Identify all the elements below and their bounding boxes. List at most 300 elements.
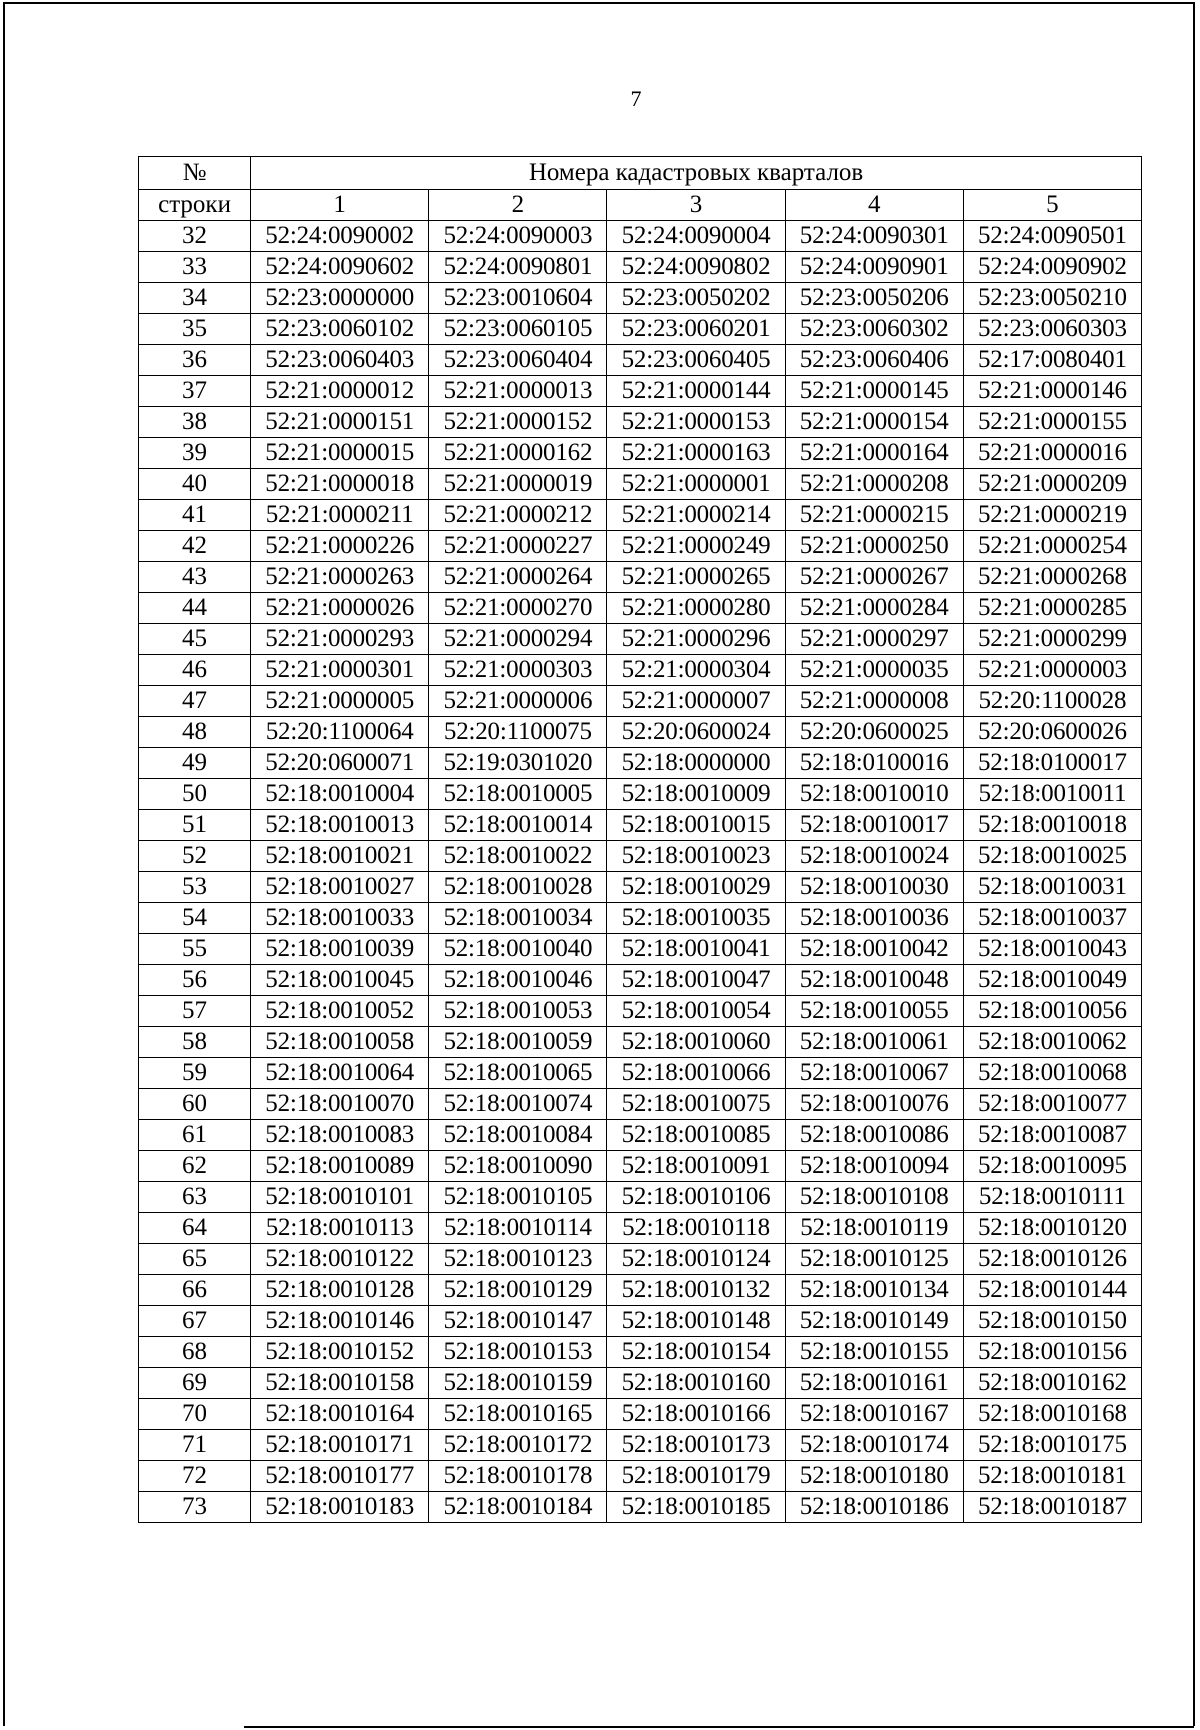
table-row xyxy=(139,562,1142,593)
row-number: 51 xyxy=(139,810,251,841)
cadastral-number-cell: 52:18:0010042 xyxy=(785,934,963,965)
cadastral-number-cell: 52:18:0010164 xyxy=(251,1399,429,1430)
cadastral-number-cell: 52:23:0060302 xyxy=(785,314,963,345)
row-number: 72 xyxy=(139,1461,251,1492)
cadastral-number-cell: 52:21:0000144 xyxy=(607,376,785,407)
cadastral-number-cell: 52:21:0000005 xyxy=(251,686,429,717)
row-number: 61 xyxy=(139,1120,251,1151)
cadastral-number-cell: 52:24:0090802 xyxy=(607,252,785,283)
cadastral-number-cell: 52:18:0010147 xyxy=(429,1306,607,1337)
cadastral-number-cell: 52:18:0010177 xyxy=(251,1461,429,1492)
cadastral-number-cell: 52:21:0000155 xyxy=(963,407,1141,438)
cadastral-number-cell: 52:18:0010128 xyxy=(251,1275,429,1306)
cadastral-number-cell: 52:19:0301020 xyxy=(429,748,607,779)
row-number: 54 xyxy=(139,903,251,934)
column-header: 4 xyxy=(785,190,963,221)
row-number: 49 xyxy=(139,748,251,779)
cadastral-number-cell: 52:18:0010039 xyxy=(251,934,429,965)
table-row xyxy=(139,934,1142,965)
cadastral-number-cell: 52:18:0010168 xyxy=(963,1399,1141,1430)
header-group-title: Номера кадастровых кварталов xyxy=(251,157,1142,190)
table-row xyxy=(139,376,1142,407)
cadastral-number-cell: 52:18:0010053 xyxy=(429,996,607,1027)
cadastral-number-cell: 52:21:0000214 xyxy=(607,500,785,531)
cadastral-number-cell: 52:18:0010122 xyxy=(251,1244,429,1275)
cadastral-number-cell: 52:24:0090301 xyxy=(785,221,963,252)
table-row xyxy=(139,1058,1142,1089)
cadastral-number-cell: 52:18:0010074 xyxy=(429,1089,607,1120)
cadastral-number-cell: 52:18:0010174 xyxy=(785,1430,963,1461)
cadastral-number-cell: 52:18:0010076 xyxy=(785,1089,963,1120)
cadastral-quarters-table xyxy=(138,156,1142,1523)
cadastral-number-cell: 52:18:0010009 xyxy=(607,779,785,810)
table-row xyxy=(139,717,1142,748)
row-number: 57 xyxy=(139,996,251,1027)
cadastral-number-cell: 52:18:0010181 xyxy=(963,1461,1141,1492)
cadastral-number-cell: 52:18:0010183 xyxy=(251,1492,429,1523)
cadastral-number-cell: 52:21:0000270 xyxy=(429,593,607,624)
cadastral-number-cell: 52:18:0010013 xyxy=(251,810,429,841)
cadastral-number-cell: 52:18:0010027 xyxy=(251,872,429,903)
cadastral-number-cell: 52:18:0010187 xyxy=(963,1492,1141,1523)
cadastral-number-cell: 52:18:0010040 xyxy=(429,934,607,965)
cadastral-number-cell: 52:21:0000164 xyxy=(785,438,963,469)
cadastral-number-cell: 52:21:0000145 xyxy=(785,376,963,407)
cadastral-number-cell: 52:18:0010167 xyxy=(785,1399,963,1430)
cadastral-number-cell: 52:18:0010125 xyxy=(785,1244,963,1275)
cadastral-number-cell: 52:23:0060406 xyxy=(785,345,963,376)
table-row xyxy=(139,314,1142,345)
cadastral-number-cell: 52:21:0000226 xyxy=(251,531,429,562)
cadastral-number-cell: 52:21:0000209 xyxy=(963,469,1141,500)
cadastral-number-cell: 52:18:0010089 xyxy=(251,1151,429,1182)
cadastral-number-cell: 52:18:0010106 xyxy=(607,1182,785,1213)
cadastral-number-cell: 52:18:0000000 xyxy=(607,748,785,779)
cadastral-number-cell: 52:18:0010132 xyxy=(607,1275,785,1306)
cadastral-number-cell: 52:18:0010075 xyxy=(607,1089,785,1120)
cadastral-number-cell: 52:18:0010161 xyxy=(785,1368,963,1399)
cadastral-number-cell: 52:18:0010101 xyxy=(251,1182,429,1213)
cadastral-number-cell: 52:18:0010067 xyxy=(785,1058,963,1089)
cadastral-number-cell: 52:18:0100017 xyxy=(963,748,1141,779)
cadastral-number-cell: 52:18:0010083 xyxy=(251,1120,429,1151)
cadastral-number-cell: 52:18:0010124 xyxy=(607,1244,785,1275)
cadastral-number-cell: 52:18:0010180 xyxy=(785,1461,963,1492)
cadastral-number-cell: 52:23:0060404 xyxy=(429,345,607,376)
cadastral-number-cell: 52:18:0010156 xyxy=(963,1337,1141,1368)
page-number: 7 xyxy=(630,86,642,111)
cadastral-number-cell: 52:18:0010066 xyxy=(607,1058,785,1089)
header-row-columns xyxy=(139,190,1142,221)
row-number: 56 xyxy=(139,965,251,996)
table-row xyxy=(139,903,1142,934)
cadastral-number-cell: 52:18:0010084 xyxy=(429,1120,607,1151)
row-number: 39 xyxy=(139,438,251,469)
cadastral-number-cell: 52:24:0090501 xyxy=(963,221,1141,252)
table-row xyxy=(139,1461,1142,1492)
cadastral-number-cell: 52:24:0090003 xyxy=(429,221,607,252)
cadastral-number-cell: 52:18:0010059 xyxy=(429,1027,607,1058)
row-number: 48 xyxy=(139,717,251,748)
cadastral-number-cell: 52:21:0000163 xyxy=(607,438,785,469)
cadastral-number-cell: 52:18:0010146 xyxy=(251,1306,429,1337)
cadastral-number-cell: 52:18:0010028 xyxy=(429,872,607,903)
cadastral-number-cell: 52:18:0010150 xyxy=(963,1306,1141,1337)
cadastral-number-cell: 52:18:0010065 xyxy=(429,1058,607,1089)
cadastral-number-cell: 52:18:0010033 xyxy=(251,903,429,934)
cadastral-number-cell: 52:23:0060405 xyxy=(607,345,785,376)
cadastral-number-cell: 52:18:0010152 xyxy=(251,1337,429,1368)
cadastral-number-cell: 52:18:0010113 xyxy=(251,1213,429,1244)
cadastral-number-cell: 52:18:0100016 xyxy=(785,748,963,779)
cadastral-number-cell: 52:18:0010054 xyxy=(607,996,785,1027)
cadastral-number-cell: 52:21:0000013 xyxy=(429,376,607,407)
cadastral-number-cell: 52:20:0600026 xyxy=(963,717,1141,748)
cadastral-number-cell: 52:18:0010068 xyxy=(963,1058,1141,1089)
cadastral-number-cell: 52:23:0050206 xyxy=(785,283,963,314)
cadastral-number-cell: 52:23:0060303 xyxy=(963,314,1141,345)
cadastral-number-cell: 52:21:0000012 xyxy=(251,376,429,407)
row-number: 66 xyxy=(139,1275,251,1306)
table-row xyxy=(139,500,1142,531)
row-number: 69 xyxy=(139,1368,251,1399)
cadastral-number-cell: 52:18:0010058 xyxy=(251,1027,429,1058)
cadastral-number-cell: 52:21:0000299 xyxy=(963,624,1141,655)
cadastral-number-cell: 52:21:0000284 xyxy=(785,593,963,624)
table-row xyxy=(139,1337,1142,1368)
table-row xyxy=(139,1306,1142,1337)
row-number: 62 xyxy=(139,1151,251,1182)
row-number: 38 xyxy=(139,407,251,438)
cadastral-number-cell: 52:21:0000035 xyxy=(785,655,963,686)
cadastral-number-cell: 52:18:0010091 xyxy=(607,1151,785,1182)
cadastral-number-cell: 52:23:0050202 xyxy=(607,283,785,314)
cadastral-number-cell: 52:18:0010126 xyxy=(963,1244,1141,1275)
cadastral-number-cell: 52:18:0010149 xyxy=(785,1306,963,1337)
cadastral-number-cell: 52:18:0010056 xyxy=(963,996,1141,1027)
cadastral-number-cell: 52:18:0010011 xyxy=(963,779,1141,810)
cadastral-number-cell: 52:23:0060403 xyxy=(251,345,429,376)
cadastral-number-cell: 52:18:0010055 xyxy=(785,996,963,1027)
cadastral-number-cell: 52:18:0010037 xyxy=(963,903,1141,934)
row-number: 32 xyxy=(139,221,251,252)
row-number: 67 xyxy=(139,1306,251,1337)
cadastral-number-cell: 52:21:0000227 xyxy=(429,531,607,562)
row-number: 40 xyxy=(139,469,251,500)
cadastral-number-cell: 52:21:0000015 xyxy=(251,438,429,469)
cadastral-number-cell: 52:18:0010060 xyxy=(607,1027,785,1058)
cadastral-number-cell: 52:18:0010095 xyxy=(963,1151,1141,1182)
row-number: 52 xyxy=(139,841,251,872)
cadastral-number-cell: 52:21:0000303 xyxy=(429,655,607,686)
cadastral-number-cell: 52:18:0010048 xyxy=(785,965,963,996)
row-number: 46 xyxy=(139,655,251,686)
cadastral-number-cell: 52:18:0010061 xyxy=(785,1027,963,1058)
cadastral-number-cell: 52:18:0010118 xyxy=(607,1213,785,1244)
cadastral-number-cell: 52:18:0010052 xyxy=(251,996,429,1027)
cadastral-number-cell: 52:17:0080401 xyxy=(963,345,1141,376)
column-header: 1 xyxy=(251,190,429,221)
row-number: 42 xyxy=(139,531,251,562)
cadastral-number-cell: 52:20:0600025 xyxy=(785,717,963,748)
cadastral-number-cell: 52:21:0000268 xyxy=(963,562,1141,593)
cadastral-number-cell: 52:21:0000001 xyxy=(607,469,785,500)
cadastral-number-cell: 52:18:0010041 xyxy=(607,934,785,965)
row-number: 43 xyxy=(139,562,251,593)
cadastral-number-cell: 52:21:0000211 xyxy=(251,500,429,531)
cadastral-number-cell: 52:21:0000294 xyxy=(429,624,607,655)
row-number: 68 xyxy=(139,1337,251,1368)
cadastral-number-cell: 52:21:0000006 xyxy=(429,686,607,717)
header-row-group xyxy=(139,157,1142,190)
cadastral-number-cell: 52:21:0000162 xyxy=(429,438,607,469)
cadastral-number-cell: 52:18:0010120 xyxy=(963,1213,1141,1244)
cadastral-number-cell: 52:18:0010004 xyxy=(251,779,429,810)
table-row xyxy=(139,469,1142,500)
cadastral-number-cell: 52:18:0010062 xyxy=(963,1027,1141,1058)
cadastral-number-cell: 52:18:0010166 xyxy=(607,1399,785,1430)
cadastral-number-cell: 52:18:0010171 xyxy=(251,1430,429,1461)
cadastral-number-cell: 52:18:0010184 xyxy=(429,1492,607,1523)
cadastral-number-cell: 52:24:0090004 xyxy=(607,221,785,252)
cadastral-number-cell: 52:18:0010035 xyxy=(607,903,785,934)
cadastral-number-cell: 52:18:0010045 xyxy=(251,965,429,996)
row-number: 58 xyxy=(139,1027,251,1058)
cadastral-number-cell: 52:18:0010036 xyxy=(785,903,963,934)
cadastral-number-cell: 52:18:0010105 xyxy=(429,1182,607,1213)
row-number: 45 xyxy=(139,624,251,655)
cadastral-number-cell: 52:18:0010029 xyxy=(607,872,785,903)
cadastral-number-cell: 52:18:0010087 xyxy=(963,1120,1141,1151)
row-number: 36 xyxy=(139,345,251,376)
cadastral-number-cell: 52:18:0010021 xyxy=(251,841,429,872)
cadastral-number-cell: 52:21:0000296 xyxy=(607,624,785,655)
row-number: 37 xyxy=(139,376,251,407)
table-row xyxy=(139,1275,1142,1306)
cadastral-number-cell: 52:18:0010090 xyxy=(429,1151,607,1182)
row-number: 41 xyxy=(139,500,251,531)
cadastral-number-cell: 52:21:0000146 xyxy=(963,376,1141,407)
table-row xyxy=(139,1430,1142,1461)
table-row xyxy=(139,841,1142,872)
cadastral-number-cell: 52:18:0010047 xyxy=(607,965,785,996)
cadastral-number-cell: 52:18:0010144 xyxy=(963,1275,1141,1306)
cadastral-number-cell: 52:24:0090602 xyxy=(251,252,429,283)
cadastral-number-cell: 52:20:1100064 xyxy=(251,717,429,748)
cadastral-number-cell: 52:20:0600071 xyxy=(251,748,429,779)
cadastral-number-cell: 52:18:0010179 xyxy=(607,1461,785,1492)
cadastral-number-cell: 52:18:0010173 xyxy=(607,1430,785,1461)
cadastral-number-cell: 52:21:0000254 xyxy=(963,531,1141,562)
row-number: 71 xyxy=(139,1430,251,1461)
cadastral-number-cell: 52:21:0000304 xyxy=(607,655,785,686)
header-row-label: строки xyxy=(139,190,251,221)
table-row xyxy=(139,283,1142,314)
table-row xyxy=(139,1368,1142,1399)
table-row xyxy=(139,624,1142,655)
cadastral-number-cell: 52:24:0090002 xyxy=(251,221,429,252)
cadastral-number-cell: 52:18:0010025 xyxy=(963,841,1141,872)
row-number: 44 xyxy=(139,593,251,624)
cadastral-number-cell: 52:18:0010005 xyxy=(429,779,607,810)
cadastral-number-cell: 52:18:0010129 xyxy=(429,1275,607,1306)
table-row xyxy=(139,1244,1142,1275)
bottom-rule xyxy=(244,1726,1194,1728)
table-row xyxy=(139,1182,1142,1213)
cadastral-number-cell: 52:18:0010022 xyxy=(429,841,607,872)
cadastral-number-cell: 52:21:0000265 xyxy=(607,562,785,593)
cadastral-number-cell: 52:18:0010111 xyxy=(963,1182,1141,1213)
column-header: 5 xyxy=(963,190,1141,221)
cadastral-number-cell: 52:18:0010148 xyxy=(607,1306,785,1337)
cadastral-number-cell: 52:21:0000297 xyxy=(785,624,963,655)
row-number: 59 xyxy=(139,1058,251,1089)
row-number: 60 xyxy=(139,1089,251,1120)
table-row xyxy=(139,1399,1142,1430)
table-row xyxy=(139,407,1142,438)
row-number: 47 xyxy=(139,686,251,717)
table-row xyxy=(139,221,1142,252)
cadastral-number-cell: 52:23:0060102 xyxy=(251,314,429,345)
row-number: 34 xyxy=(139,283,251,314)
table-body xyxy=(139,221,1142,1523)
table-row xyxy=(139,438,1142,469)
cadastral-number-cell: 52:18:0010165 xyxy=(429,1399,607,1430)
cadastral-number-cell: 52:18:0010119 xyxy=(785,1213,963,1244)
cadastral-number-cell: 52:18:0010077 xyxy=(963,1089,1141,1120)
row-number: 35 xyxy=(139,314,251,345)
table-row xyxy=(139,1089,1142,1120)
row-number: 55 xyxy=(139,934,251,965)
cadastral-number-cell: 52:21:0000007 xyxy=(607,686,785,717)
cadastral-number-cell: 52:18:0010018 xyxy=(963,810,1141,841)
cadastral-number-cell: 52:21:0000215 xyxy=(785,500,963,531)
cadastral-number-cell: 52:21:0000285 xyxy=(963,593,1141,624)
cadastral-number-cell: 52:18:0010123 xyxy=(429,1244,607,1275)
row-number: 73 xyxy=(139,1492,251,1523)
column-header: 2 xyxy=(429,190,607,221)
cadastral-number-cell: 52:21:0000008 xyxy=(785,686,963,717)
cadastral-number-cell: 52:24:0090801 xyxy=(429,252,607,283)
cadastral-number-cell: 52:18:0010172 xyxy=(429,1430,607,1461)
row-number: 65 xyxy=(139,1244,251,1275)
row-number: 64 xyxy=(139,1213,251,1244)
cadastral-number-cell: 52:23:0060105 xyxy=(429,314,607,345)
cadastral-number-cell: 52:18:0010049 xyxy=(963,965,1141,996)
cadastral-number-cell: 52:21:0000293 xyxy=(251,624,429,655)
cadastral-number-cell: 52:20:1100028 xyxy=(963,686,1141,717)
row-number: 53 xyxy=(139,872,251,903)
header-number-sign: № xyxy=(139,157,251,190)
cadastral-number-cell: 52:18:0010159 xyxy=(429,1368,607,1399)
cadastral-number-cell: 52:18:0010185 xyxy=(607,1492,785,1523)
cadastral-number-cell: 52:18:0010134 xyxy=(785,1275,963,1306)
cadastral-number-cell: 52:18:0010094 xyxy=(785,1151,963,1182)
table-row xyxy=(139,686,1142,717)
cadastral-number-cell: 52:18:0010010 xyxy=(785,779,963,810)
cadastral-number-cell: 52:18:0010114 xyxy=(429,1213,607,1244)
cadastral-number-cell: 52:18:0010030 xyxy=(785,872,963,903)
cadastral-number-cell: 52:18:0010153 xyxy=(429,1337,607,1368)
cadastral-number-cell: 52:18:0010162 xyxy=(963,1368,1141,1399)
cadastral-number-cell: 52:23:0000000 xyxy=(251,283,429,314)
cadastral-number-cell: 52:18:0010155 xyxy=(785,1337,963,1368)
cadastral-number-cell: 52:18:0010014 xyxy=(429,810,607,841)
cadastral-number-cell: 52:18:0010034 xyxy=(429,903,607,934)
cadastral-number-cell: 52:21:0000264 xyxy=(429,562,607,593)
table-row xyxy=(139,1151,1142,1182)
row-number: 50 xyxy=(139,779,251,810)
cadastral-number-cell: 52:21:0000267 xyxy=(785,562,963,593)
cadastral-number-cell: 52:21:0000154 xyxy=(785,407,963,438)
cadastral-number-cell: 52:23:0060201 xyxy=(607,314,785,345)
table-row xyxy=(139,779,1142,810)
cadastral-number-cell: 52:18:0010085 xyxy=(607,1120,785,1151)
cadastral-number-cell: 52:18:0010046 xyxy=(429,965,607,996)
cadastral-number-cell: 52:18:0010158 xyxy=(251,1368,429,1399)
cadastral-number-cell: 52:18:0010017 xyxy=(785,810,963,841)
cadastral-number-cell: 52:21:0000208 xyxy=(785,469,963,500)
row-number: 70 xyxy=(139,1399,251,1430)
cadastral-number-cell: 52:18:0010015 xyxy=(607,810,785,841)
cadastral-number-cell: 52:18:0010108 xyxy=(785,1182,963,1213)
cadastral-number-cell: 52:18:0010043 xyxy=(963,934,1141,965)
cadastral-number-cell: 52:18:0010178 xyxy=(429,1461,607,1492)
cadastral-number-cell: 52:21:0000301 xyxy=(251,655,429,686)
cadastral-number-cell: 52:21:0000026 xyxy=(251,593,429,624)
row-number: 33 xyxy=(139,252,251,283)
table-row xyxy=(139,593,1142,624)
cadastral-number-cell: 52:18:0010086 xyxy=(785,1120,963,1151)
cadastral-number-cell: 52:21:0000212 xyxy=(429,500,607,531)
cadastral-number-cell: 52:18:0010154 xyxy=(607,1337,785,1368)
cadastral-number-cell: 52:23:0050210 xyxy=(963,283,1141,314)
cadastral-number-cell: 52:21:0000016 xyxy=(963,438,1141,469)
cadastral-number-cell: 52:18:0010023 xyxy=(607,841,785,872)
table-row xyxy=(139,655,1142,686)
table-header xyxy=(139,157,1142,221)
cadastral-number-cell: 52:18:0010024 xyxy=(785,841,963,872)
cadastral-number-cell: 52:24:0090902 xyxy=(963,252,1141,283)
cadastral-number-cell: 52:18:0010160 xyxy=(607,1368,785,1399)
table-row xyxy=(139,1120,1142,1151)
cadastral-number-cell: 52:20:0600024 xyxy=(607,717,785,748)
cadastral-number-cell: 52:21:0000219 xyxy=(963,500,1141,531)
cadastral-number-cell: 52:18:0010175 xyxy=(963,1430,1141,1461)
cadastral-number-cell: 52:21:0000250 xyxy=(785,531,963,562)
cadastral-number-cell: 52:21:0000153 xyxy=(607,407,785,438)
cadastral-number-cell: 52:18:0010186 xyxy=(785,1492,963,1523)
table-row xyxy=(139,1213,1142,1244)
table-row xyxy=(139,996,1142,1027)
table-row xyxy=(139,1492,1142,1523)
cadastral-number-cell: 52:23:0010604 xyxy=(429,283,607,314)
column-header: 3 xyxy=(607,190,785,221)
table-row xyxy=(139,345,1142,376)
cadastral-number-cell: 52:21:0000003 xyxy=(963,655,1141,686)
cadastral-number-cell: 52:21:0000249 xyxy=(607,531,785,562)
cadastral-number-cell: 52:24:0090901 xyxy=(785,252,963,283)
cadastral-number-cell: 52:21:0000280 xyxy=(607,593,785,624)
table-row xyxy=(139,965,1142,996)
cadastral-number-cell: 52:18:0010064 xyxy=(251,1058,429,1089)
table-row xyxy=(139,531,1142,562)
cadastral-number-cell: 52:20:1100075 xyxy=(429,717,607,748)
cadastral-number-cell: 52:21:0000152 xyxy=(429,407,607,438)
cadastral-number-cell: 52:21:0000151 xyxy=(251,407,429,438)
cadastral-number-cell: 52:18:0010031 xyxy=(963,872,1141,903)
table-row xyxy=(139,872,1142,903)
